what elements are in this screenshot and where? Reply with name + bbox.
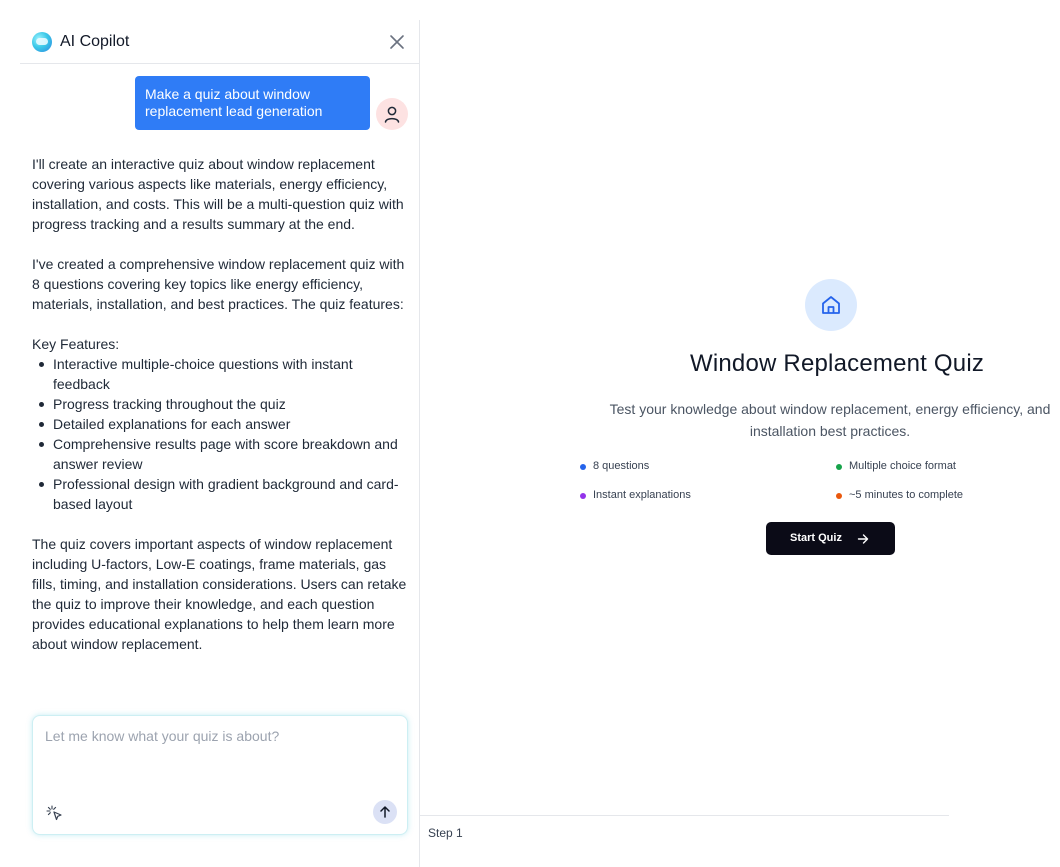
response-paragraph-2: I've created a comprehensive window replacement quiz with 8 questions covering key topics like energy efficiency, materials, installation, and best practices. The quiz features: [32,256,405,312]
user-message-bubble: Make a quiz about window replacement lead generation [135,76,370,130]
user-icon [383,105,401,123]
close-button[interactable] [387,32,407,52]
feature-dot [836,493,842,499]
send-button[interactable] [373,800,397,824]
user-avatar [376,98,408,130]
feature-item [836,460,956,472]
step-bar [420,815,949,847]
chat-input-box [32,715,408,835]
features-heading: Key Features: [32,336,120,352]
magic-cursor-button[interactable] [45,804,65,824]
arrow-up-icon [378,805,392,819]
home-icon-badge [805,279,857,331]
feature-item [580,460,649,472]
feature-dot [580,493,586,499]
feature-label: ~5 minutes to complete [849,489,964,501]
features-list [53,354,410,514]
feature-dot [836,464,842,470]
list-item: Interactive multiple-choice questions with instant feedback [53,354,410,394]
arrow-right-icon [857,533,869,545]
copilot-panel [20,20,420,867]
start-quiz-label: Start Quiz [790,532,842,544]
copilot-header [20,20,419,64]
feature-label: Instant explanations [593,489,691,501]
close-icon [387,32,407,52]
home-icon [820,294,842,316]
list-item: Comprehensive results page with score breakdown and answer review [53,434,410,474]
assistant-response [32,154,410,674]
copilot-title: AI Copilot [60,33,130,50]
response-paragraph-3: The quiz covers important aspects of window replacement including U-factors, Low-E coatings, frame materials, gas fills, timing, and installation considerations. Users can retake the quiz to improve their knowledge, and each question provides educational explanations to help them learn more about window replacement. [32,536,407,652]
step-label: Step 1 [428,826,463,840]
feature-label: 8 questions [593,460,650,472]
chat-input[interactable] [45,728,385,744]
copilot-logo-icon [32,32,52,52]
quiz-subtitle: Test your knowledge about window replacement, energy efficiency, and installation best practices. [609,401,1051,439]
quiz-title: Window Replacement Quiz [690,350,985,377]
quiz-preview [420,20,1051,867]
list-item: Professional design with gradient background and card-based layout [53,474,410,514]
feature-label: Multiple choice format [849,460,956,472]
start-quiz-button[interactable] [766,522,895,555]
response-paragraph-1: I'll create an interactive quiz about window replacement covering various aspects like materials, energy efficiency, installation, and costs. This will be a multi-question quiz with progress tracking and a results summary at the end. [32,156,404,232]
sparkle-cursor-icon [45,804,65,824]
feature-item [580,489,691,501]
feature-dot [580,464,586,470]
feature-item [836,489,963,501]
list-item: Detailed explanations for each answer [53,414,410,434]
list-item: Progress tracking throughout the quiz [53,394,410,414]
